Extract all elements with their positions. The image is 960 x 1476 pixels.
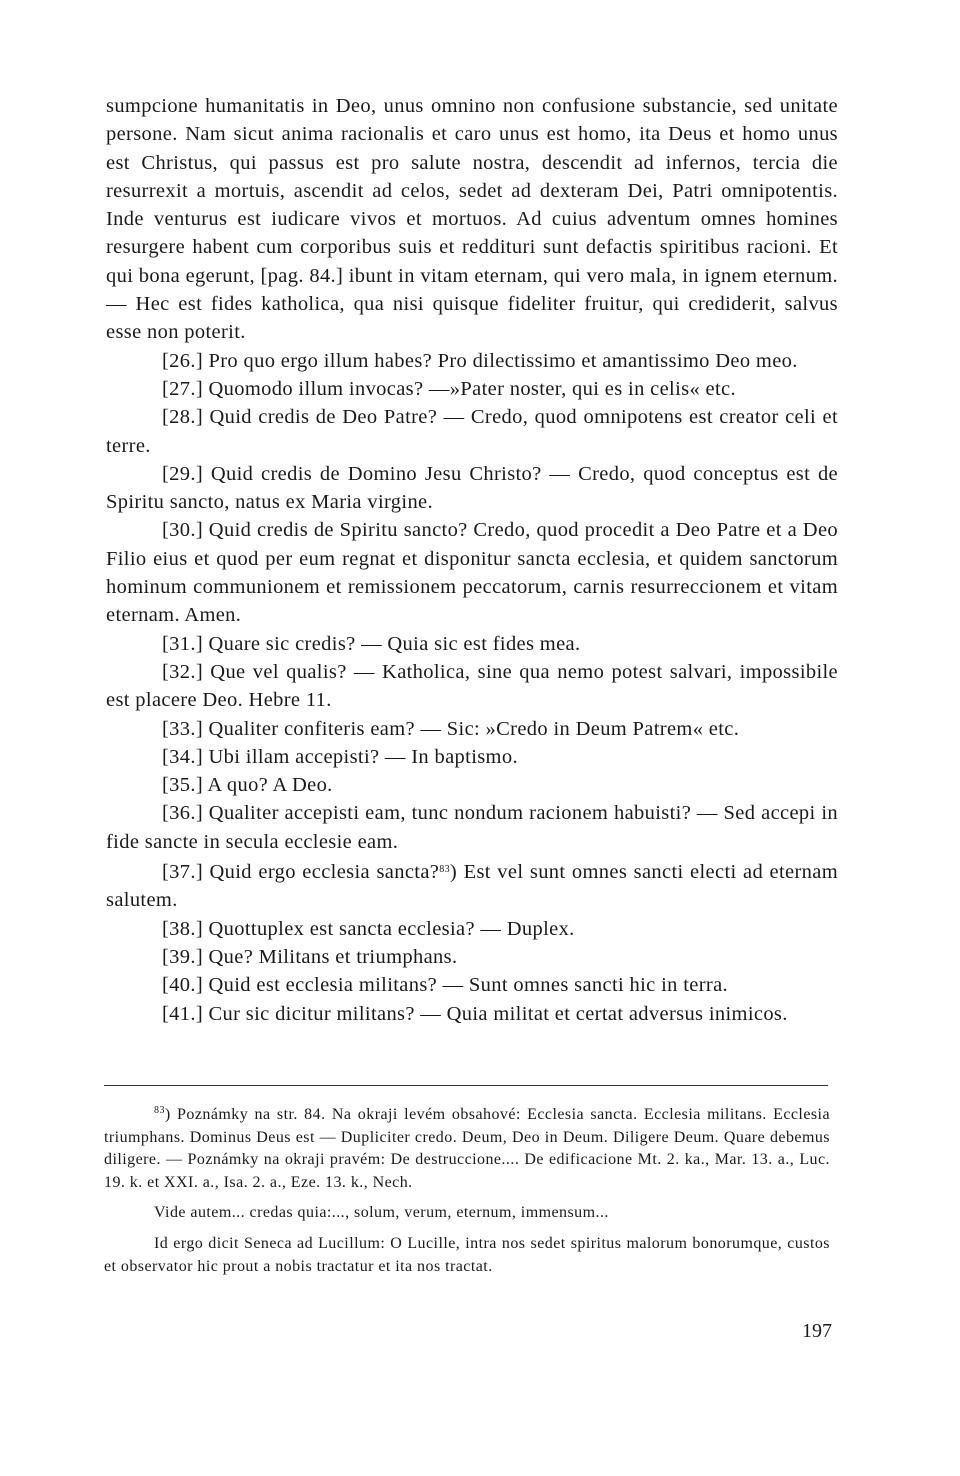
paragraph-27: [27.] Quomodo illum invocas? —»Pater noster, qui es in celis« etc. bbox=[162, 377, 736, 400]
paragraph-41: [41.] Cur sic dicitur militans? — Quia militat et certat adversus inimicos. bbox=[162, 1002, 788, 1025]
footnotes bbox=[104, 1100, 830, 1278]
paragraph-38: [38.] Quottuplex est sancta ecclesia? — Duplex. bbox=[162, 917, 575, 940]
paragraph-32: [32.] Que vel qualis? — Katholica, sine qua nemo potest salvari, impossibile est placere Deo. Hebre 11. bbox=[106, 660, 838, 712]
paragraph-36: [36.] Qualiter accepisti eam, tunc nondum racionem habuisti? — Sed accepi in fide sancte in secula ecclesie eam. bbox=[106, 802, 838, 853]
paragraph-34: [34.] Ubi illam accepisti? — In baptismo. bbox=[162, 745, 518, 768]
paragraph-37-start: [37.] Quid ergo ecclesia sancta? bbox=[162, 861, 440, 884]
paragraph-intro: sumpcione humanitatis in Deo, unus omnino non confusione substancie, sed unitate persone. Nam sicut anima racionalis et caro unus est homo, ita Deus et homo unus est Christus, qui passus est pro salute nostra, descendit ad infernos, tercia die resurrexit a mortuis, ascendit ad celos, sedet ad dexteram Dei, Patri omnipotentis. Inde venturus est iudicare vivos et mortuos. Ad cuius adventum omnes homines resurgere habent cum corporibus suis et reddituri sunt defactis spiritibus racioni. Et qui bona egerunt, [pag. 84.] ibunt in vitam eternam, qui vero mala, in ignem eternum. — Hec est fides katholica, qua nisi quisque fideliter fruitur, qui crediderit, salvus esse non poterit. bbox=[106, 95, 838, 344]
paragraph-35: [35.] A quo? A Deo. bbox=[162, 774, 333, 797]
paragraph-40: [40.] Quid est ecclesia militans? — Sunt omnes sancti hic in terra. bbox=[162, 974, 728, 997]
footnote-83 bbox=[104, 1100, 830, 1194]
paragraph-33: [33.] Qualiter confiteris eam? — Sic: »Credo in Deum Patrem« etc. bbox=[162, 717, 740, 740]
footnote-line-3: Id ergo dicit Seneca ad Lucillum: O Lucille, intra nos sedet spiritus malorum bonorumque, custos et observator hic prout a nobis tractatur et ita nos tractat. bbox=[104, 1234, 830, 1275]
paragraph-31: [31.] Quare sic credis? — Quia sic est fides mea. bbox=[162, 632, 581, 655]
main-text bbox=[106, 92, 838, 1028]
paragraph-39: [39.] Que? Militans et triumphans. bbox=[162, 945, 458, 968]
page-number: 197 bbox=[802, 1320, 832, 1342]
footnote-reference: 83 bbox=[439, 864, 450, 876]
paragraph-30: [30.] Quid credis de Spiritu sancto? Credo, quod procedit a Deo Patre et a Deo Filio eius et quod per eum regnat et disponitur sancta ecclesia, et quidem sanctorum hominum communionem et remissionem peccatorum, carnis resurreccionem et vitam eternam. Amen. bbox=[106, 519, 838, 627]
footnote-text: ) Poznámky na str. 84. Na okraji levém obsahové: Ecclesia sancta. Ecclesia militans. Ecclesia triumphans. Dominus Deus est — Dupliciter credo. Deum, Deo in Deum. Diligere Deum. Quare debemus diligere. — Poznámky na okraji pravém: De destruccione.... De edificacione Mt. 2. ka., Mar. 13. a., Luc. 19. k. et XXI. a., Isa. 2. a., Eze. 13. k., Nech. bbox=[104, 1106, 830, 1191]
paragraph-29: [29.] Quid credis de Domino Jesu Christo? — Credo, quod conceptus est de Spiritu sancto, natus ex Maria virgine. bbox=[106, 462, 838, 514]
footnote-marker: 83 bbox=[154, 1105, 165, 1116]
footnote-divider bbox=[104, 1085, 828, 1086]
footnote-line-2: Vide autem... credas quia:..., solum, verum, eternum, immensum... bbox=[154, 1204, 609, 1222]
paragraph-26: [26.] Pro quo ergo illum habes? Pro dilectissimo et amantissimo Deo meo. bbox=[162, 349, 798, 372]
paragraph-37 bbox=[106, 856, 838, 915]
paragraph-28: [28.] Quid credis de Deo Patre? — Credo, quod omnipotens est creator celi et terre. bbox=[106, 406, 838, 457]
paragraph-37-end: ) Est vel sunt omnes sancti electi ad eternam salutem. bbox=[106, 861, 838, 912]
